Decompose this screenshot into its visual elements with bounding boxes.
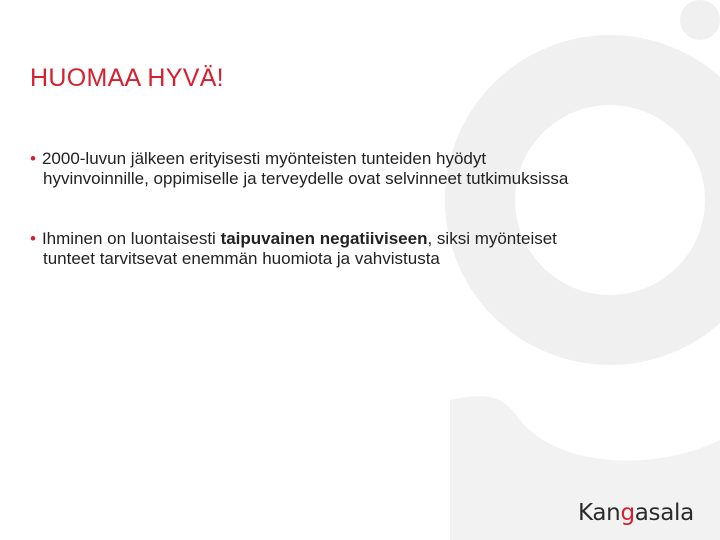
bullet-2-post: , siksi myönteiset [427,229,557,248]
bullet-item-2 [30,229,690,269]
bullet-2-line-2: tunteet tarvitsevat enemmän huomiota ja vahvistusta [43,249,440,268]
bullet-item-1 [30,149,690,189]
bullet-1-line-2: hyvinvoinnille, oppimiselle ja terveydelle ovat selvinneet tutkimuksissa [43,169,569,188]
bullet-2-pre: Ihminen on luontaisesti [41,229,221,248]
bullet-2-emphasis: taipuvainen negatiiviseen [220,229,428,248]
logo-accent: g [620,500,635,526]
decor-bar-top [680,0,720,40]
logo-part-1: Kan [578,500,621,526]
slide-title: HUOMAA HYVÄ! [30,64,224,92]
bullet-marker: • [30,149,36,168]
bullet-marker: • [30,229,36,248]
decor-ring [480,70,720,330]
bullet-1-line-1: 2000-luvun jälkeen erityisesti myönteisten tunteiden hyödyt [41,149,487,168]
logo-part-2: asala [634,500,694,526]
kangasala-logo [578,500,694,526]
